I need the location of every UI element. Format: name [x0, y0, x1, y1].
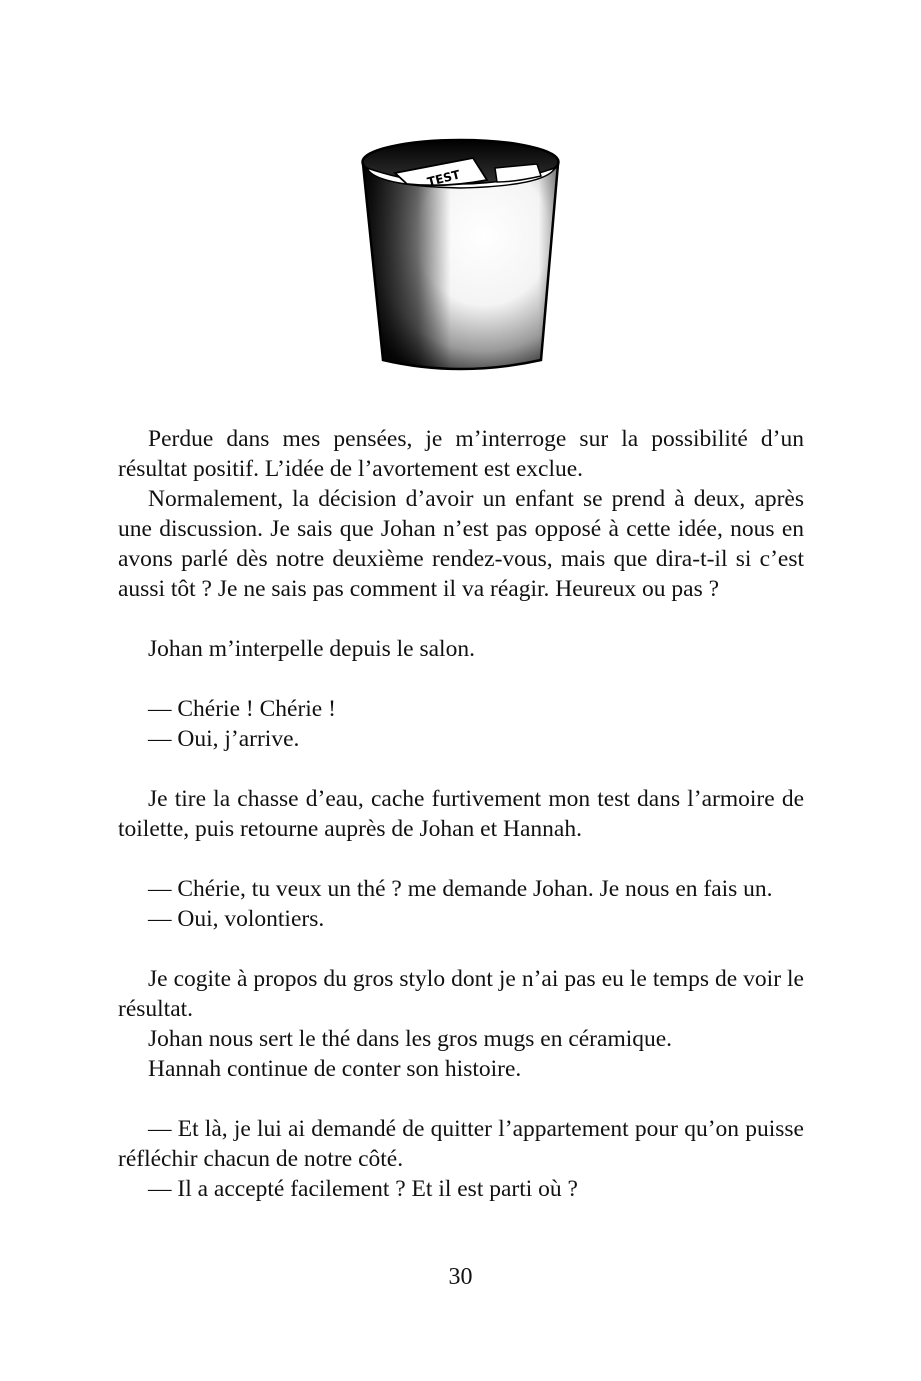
paragraph: Perdue dans mes pensées, je m’interroge sur la possibilité d’un résultat positif. L’idée de l’avortement est exclue. — [118, 426, 804, 482]
dialogue-line: — Oui, j’arrive. — [148, 726, 300, 752]
wastebasket-illustration — [355, 128, 565, 390]
page-number: 30 — [448, 1264, 473, 1290]
paragraph: Je tire la chasse d’eau, cache furtivement mon test dans l’armoire de toilette, puis retourne auprès de Johan et Hannah. — [118, 786, 804, 842]
paragraph: Hannah continue de conter son histoire. — [148, 1056, 522, 1082]
paragraph: Je cogite à propos du gros stylo dont je n’ai pas eu le temps de voir le résultat. — [118, 966, 804, 1022]
dialogue-line: — Il a accepté facilement ? Et il est parti où ? — [148, 1176, 578, 1202]
page-body-text — [118, 424, 804, 1204]
paragraph: Normalement, la décision d’avoir un enfant se prend à deux, après une discussion. Je sais que Johan n’est pas opposé à cette idée, nous en avons parlé dès notre deuxième rendez-vous, mais que dira-t-il si c’est aussi tôt ? Je ne sais pas comment il va réagir. Heureux ou pas ? — [118, 486, 804, 602]
paragraph: Johan m’interpelle depuis le salon. — [148, 636, 475, 662]
paragraph: Johan nous sert le thé dans les gros mugs en céramique. — [148, 1026, 673, 1052]
wastebasket-with-pregnancy-test-icon — [355, 128, 565, 390]
dialogue-line: — Et là, je lui ai demandé de quitter l’appartement pour qu’on puisse réfléchir chacun de notre côté. — [118, 1116, 804, 1172]
dialogue-line: — Oui, volontiers. — [148, 906, 325, 932]
test-label: TEST — [425, 167, 462, 190]
dialogue-line: — Chérie ! Chérie ! — [148, 696, 336, 722]
dialogue-line: — Chérie, tu veux un thé ? me demande Johan. Je nous en fais un. — [148, 876, 773, 902]
